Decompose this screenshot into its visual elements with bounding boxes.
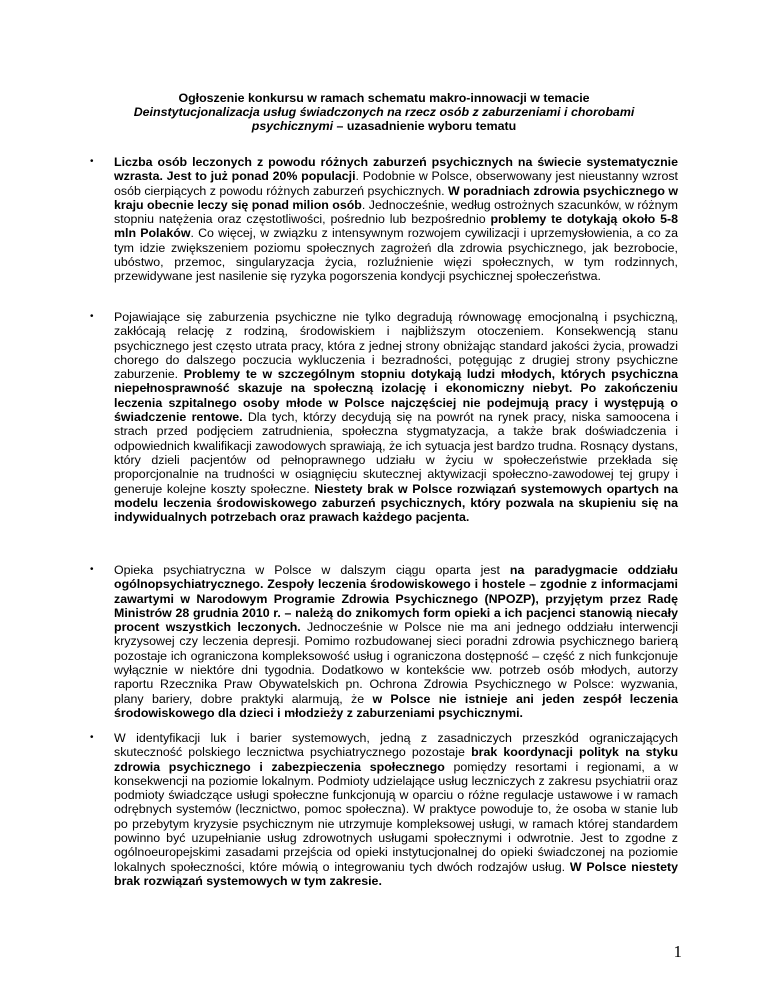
bold-text-segment: w Polsce nie istnieje ani jeden zespół leczenia środowiskowego dla dzieci i młodzieży z zaburzeniami psychicznymi. [114, 691, 678, 720]
page-number: 1 [673, 942, 682, 961]
bold-text-segment: problemy te dotykają około 5-8 mln Polaków [114, 212, 678, 241]
bold-text-segment: na paradygmacie oddziału ogólnopsychiatrycznego. Zespoły leczenia środowiskowego i hostele – zgodnie z informacjami zawartymi w Narodowym Programie Zdrowia Psychicznego (NPOZP), przyjętym przez Radę Ministrów 28 grudnia 2010 r. – należą do znikomych form opieki a ich pacjenci stanowią niecały procent wszystkich leczonych. [114, 563, 678, 635]
bullet-icon: • [90, 156, 94, 167]
text-segment: . Co więcej, w związku z intensywnym rozwojem cywilizacji i uprzemysłowienia, a co za tym idzie zwiększeniem poziomu społecznych zagrożeń dla zdrowia psychicznego, jak bezrobocie, ubóstwo, przemoc, singularyzacja życia, rozluźnienie więzi społecznych, w tym rodzinnych, przewidywane jest nasilenie się ryzyka pogorszenia kondycji psychicznej społeczeństwa. [114, 226, 678, 284]
text-segment: Jednocześnie w Polsce nie ma ani jednego oddziału interwencji kryzysowej czy leczenia depresji. Pomimo rozbudowanej sieci poradni zdrowia psychicznego barierą pozostaje ich ograniczona kompleksowość usług i ograniczona dostępność – część z nich funkcjonuje wyłącznie w niektóre dni tygodnia. Dodatkowo w kontekście ww. potrzeb osób młodych, autorzy raportu Rzecznika Praw Obywatelskich pn. Ochrona Zdrowia Psychicznego w Polsce: wyzwania, plany bariery, dobre praktyki alarmują, że [114, 620, 678, 706]
bold-text-segment: brak koordynacji polityk na styku zdrowia psychicznego i zabezpieczenia społecznego [114, 745, 679, 774]
paragraph-2 [114, 310, 678, 524]
bold-text-segment: Problemy te w szczególnym stopniu dotykają ludzi młodych, których psychiczna niepełnosprawność skazuje na społeczną izolację i ekonomiczny niebyt. Po zakończeniu leczenia szpitalnego osoby młode w Polsce najczęściej nie podejmują pracy i występują o świadczenie rentowe. [114, 367, 678, 425]
bold-text-segment: Liczba osób leczonych z powodu różnych zaburzeń psychicznych na świecie systematycznie wzrasta. Jest to już ponad 20% populacji [114, 155, 678, 184]
title-line-3-rest: – uzasadnienie wyboru tematu [333, 119, 517, 134]
text-segment: . Podobnie w Polsce, obserwowany jest nieustanny wzrost osób cierpiących z powodu różnych zaburzeń psychicznych. [114, 169, 678, 198]
text-segment: pomiędzy resortami i regionami, a w konsekwencji na poziomie lokalnym. Podmioty udzielające usług leczniczych z zakresu psychiatrii oraz podmioty świadczące usługi społeczne funkcjonują w oparciu o różne regulacje ustawowe i w ramach odrębnych systemów (lecznictwo, pomoc społeczna). W praktyce powoduje to, że osoba w stanie lub po przebytym kryzysie psychicznym nie utrzymuje kompleksowej usługi, w ramach której standardem powinno być uzupełnianie usług zdrowotnych usługami społecznymi i odwrotnie. Jest to zgodne z ogólnoeuropejskimi zasadami przejścia od opieki instytucjonalnej do opieki świadczonej na poziomie lokalnych społeczności, które mówią o integrowaniu tych dwóch rodzajów usług. [114, 759, 678, 874]
document-title [110, 91, 658, 134]
text-segment: Opieka psychiatryczna w Polsce w dalszym ciągu oparta jest [114, 563, 510, 577]
paragraph-1 [114, 155, 678, 284]
text-segment: W identyfikacji luk i barier systemowych, jedną z zasadniczych przeszkód ograniczających skuteczność polskiego lecznictwa psychiatrycznego pozostaje [114, 731, 678, 760]
bullet-icon: • [90, 564, 94, 575]
bold-text-segment: Niestety brak w Polsce rozwiązań systemowych opartych na modelu leczenia środowiskowego zaburzeń psychicznych, który pozwala na skupieniu się na indywidualnych potrzebach oraz prawach każdego pacjenta. [114, 481, 678, 525]
title-line-2: Deinstytucjonalizacja usług świadczonych na rzecz osób z zaburzeniami i chorobami [133, 105, 635, 120]
title-line-3-italic: psychicznymi [251, 119, 334, 134]
title-line-1: Ogłoszenie konkursu w ramach schematu makro-innowacji w temacie [178, 91, 590, 105]
bullet-icon: • [90, 732, 94, 743]
bold-text-segment: W Polsce niestety brak rozwiązań systemowych w tym zakresie. [114, 859, 679, 888]
text-segment: Pojawiające się zaburzenia psychiczne nie tylko degradują równowagę emocjonalną i psychiczną, zakłócają relację z rodziną, środowiskiem i najbliższym otoczeniem. Konsekwencją stanu psychicznego jest często utrata pracy, która z jednej strony obniżając standard jakości życia, prowadzi chorego do dalszego poczucia wykluczenia i bezradności, potęgując z drugiej strony psychiczne zaburzenie. [114, 310, 678, 382]
paragraph-3 [114, 563, 678, 720]
bullet-icon: • [90, 311, 94, 322]
paragraph-4 [114, 731, 678, 888]
text-segment: . Jednocześnie, według ostrożnych szacunków, w różnym stopniu natężenia oraz częstotliwości, pośrednio lub bezpośrednio [114, 197, 678, 227]
text-segment: Dla tych, którzy decydują się na powrót na rynek pracy, niska samoocena i strach przed podjęciem zatrudnienia, społeczna stygmatyzacja, a także brak doświadczenia i odpowiednich kwalifikacji zawodowych sprawiają, że ich sytuacja jest bardzo trudna. Rosnący dystans, który dzieli pacjentów od pełnoprawnego udziału w życiu w społeczeństwie przekłada się proporcjonalnie na trudności w osiągnięciu skutecznej aktywizacji społeczno-zawodowej tej grupy i generuje kolejne koszty społeczne. [114, 410, 679, 496]
title-line-3 [110, 119, 658, 133]
bold-text-segment: W poradniach zdrowia psychicznego w kraju obecnie leczy się ponad milion osób [114, 183, 678, 212]
